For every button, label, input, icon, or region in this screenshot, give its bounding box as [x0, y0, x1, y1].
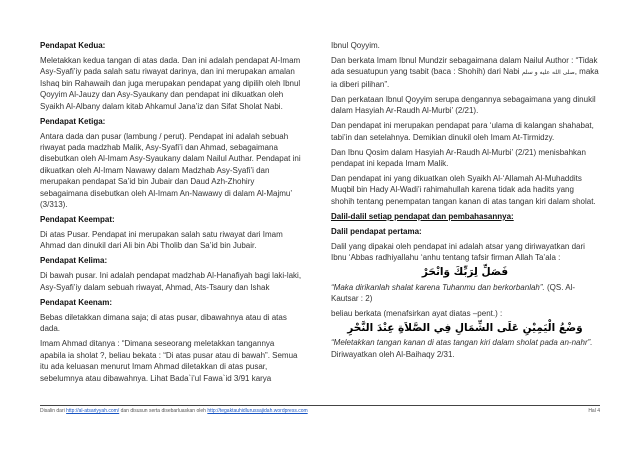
- paragraph: Dalil yang dipakai oleh pendapat ini adalah atsar yang diriwayatkan dari Ibnu ‘Abbas radhiyallahu ‘anhu tentang tafsir firman Allah Ta’ala :: [331, 241, 585, 263]
- quote-text: “Meletakkan tangan kanan di atas tangan kiri dalam sholat pada an-nahr”.: [331, 338, 593, 348]
- right-column: [331, 40, 599, 364]
- paragraph: Di bawah pusar. Ini adalah pendapat madzhab Al-Hanafiyah bagi laki-laki, Asy-Syafi’iy dalam sebuah riwayat, Ahmad, Ats-Tsaury dan Ishak: [40, 271, 302, 292]
- heading-pendapat-kedua: Pendapat Kedua:: [40, 41, 106, 50]
- paragraph: Dan perkataan Ibnul Qoyyim serupa dengannya sebagaimana yang dinukil dalam Hasyiah Ar-Raudh Al-Murbi’ (2/21).: [331, 94, 596, 116]
- quote-text: “Maka dirikanlah shalat karena Tuhanmu dan berkorbanlah”.: [331, 282, 545, 292]
- heading-pendapat-kelima: Pendapat Kelima:: [40, 256, 108, 266]
- paragraph: Antara dada dan pusar (lambung / perut). Pendapat ini adalah sebuah riwayat pada madzhab Malik, Asy-Syafi’i dan Ahmad, sebagaimana disebutkan oleh Al-Imam Asy-Syaukany dalam Nailul Authar. Pendapat ini dikuatkan oleh Al-Imam Nawawy dalam Madzhab Asy-Syafi’i dan merupakan pendapat Sa’id bin Jubair dan Daud Azh-Zhohiry sebagaimana disebutkan oleh Al-Imam An-Nawawy di dalam Al-Majmu’ (3/313).: [40, 131, 301, 210]
- footer-divider: [40, 405, 600, 406]
- paragraph: Ibnul Qoyyim.: [331, 41, 380, 50]
- paragraph-text: Dan berkata Imam Ibnul Mundzir sebagaimana dalam Nailul Author : “Tidak ada sesuatupun yang tsabit (baca : Shohih) dari Nabi: [331, 56, 598, 77]
- paragraph: beliau berkata (menafsirkan ayat diatas –pent.) :: [331, 309, 503, 319]
- salawat-symbol: صلى الله عليه و سلم: [521, 69, 575, 77]
- paragraph: Imam Ahmad ditanya : “Dimana seseorang meletakkan tangannya apabila ia sholat ?, beliau bekata : “Di atas pusar atau di bawah”. Semua itu ada keluasan menurut Imam Ahmad diletakkan di atas pusar, sebelumnya atau dibawahnya. Lihat Bada`i’ul Fawa`id 3/91 karya: [40, 339, 298, 383]
- section-heading-dalil: Dalil-dalil setiap pendapat dan pembahasannya:: [331, 211, 514, 221]
- footer-text: Disalin dari: [40, 408, 67, 414]
- heading-pendapat-keenam: Pendapat Keenam:: [40, 297, 113, 307]
- heading-pendapat-ketiga: Pendapat Ketiga:: [40, 116, 106, 126]
- page-number: Hal 4: [588, 408, 600, 414]
- footer-text: dan disusun serta disebarluaskan oleh: [119, 408, 208, 414]
- publisher-link[interactable]: http://tegaktauhidlurussajidah.wordpress.com: [207, 408, 308, 414]
- paragraph: Dan Ibnu Qosim dalam Hasyiah Ar-Raudh Al-Murbi’ (2/21) menisbahkan pendapat ini kepada Imam Malik.: [331, 147, 586, 169]
- heading-dalil-pertama: Dalil pendapat pertama:: [331, 226, 422, 236]
- paragraph: Di atas Pusar. Pendapat ini merupakan salah satu riwayat dari Imam Ahmad dan dinukil dari Ali bin Abi Tholib dan Sa’id bin Jubair.: [40, 230, 283, 251]
- quote-paragraph: [331, 337, 599, 360]
- page-footer: [40, 408, 600, 415]
- quote-reference: (QS. Al-Kautsar : 2): [331, 282, 575, 304]
- paragraph-with-salawat: [331, 55, 599, 90]
- paragraph: Meletakkan kedua tangan di atas dada. Dan ini adalah pendapat Al-Imam Asy-Syafi’iy pada salah satu riwayat darinya, dan ini merupakan amalan Ishaq bin Rahawaih dan juga merupakan pendapat yang dipilih oleh Ibnul Qoyyim Al-Jauzy dan Asy-Syaukany dan pendapat ini dikuatkan oleh Syaikh Al-Albany dalam kitab Ahkamul Jana’iz dan Sifat Sholat Nabi.: [40, 56, 301, 111]
- arabic-verse: فَصَلِّ لِرَبِّكَ وَانْحَرْ: [421, 266, 509, 279]
- heading-pendapat-keempat: Pendapat Keempat:: [40, 215, 115, 225]
- quote-paragraph: [331, 282, 599, 305]
- paragraph: Dan pendapat ini merupakan pendapat para ‘ulama di kalangan shahabat, tabi’in dan setelahnya. Demikian dinukil oleh Imam At-Tirmidzy.: [331, 121, 594, 142]
- left-column: [40, 40, 302, 388]
- quote-reference: Diriwayatkan oleh Al-Baihaqy 2/31.: [331, 349, 455, 359]
- source-link[interactable]: http://al-atsariyyah.com/: [66, 408, 120, 414]
- paragraph-text: , maka ia diberi pilihan”.: [331, 67, 599, 89]
- paragraph: Bebas diletakkan dimana saja; di atas pusar, dibawahnya atau di atas dada.: [40, 312, 287, 334]
- paragraph: Dan pendapat ini yang dikuatkan oleh Syaikh Al-‘Allamah Al-Muhaddits Muqbil bin Hady Al-Wadi’i rahimahullah karena tidak ada hadits yang shohih tentang penempatan tangan kanan di atas tangan kiri dalam sholat.: [331, 174, 596, 206]
- arabic-atsar: وَضْعُ الْيَمِيْنِ عَلَى الشِّمَالِ فِي الصَّلاَةِ عِنْدَ النَّحْرِ: [347, 322, 583, 335]
